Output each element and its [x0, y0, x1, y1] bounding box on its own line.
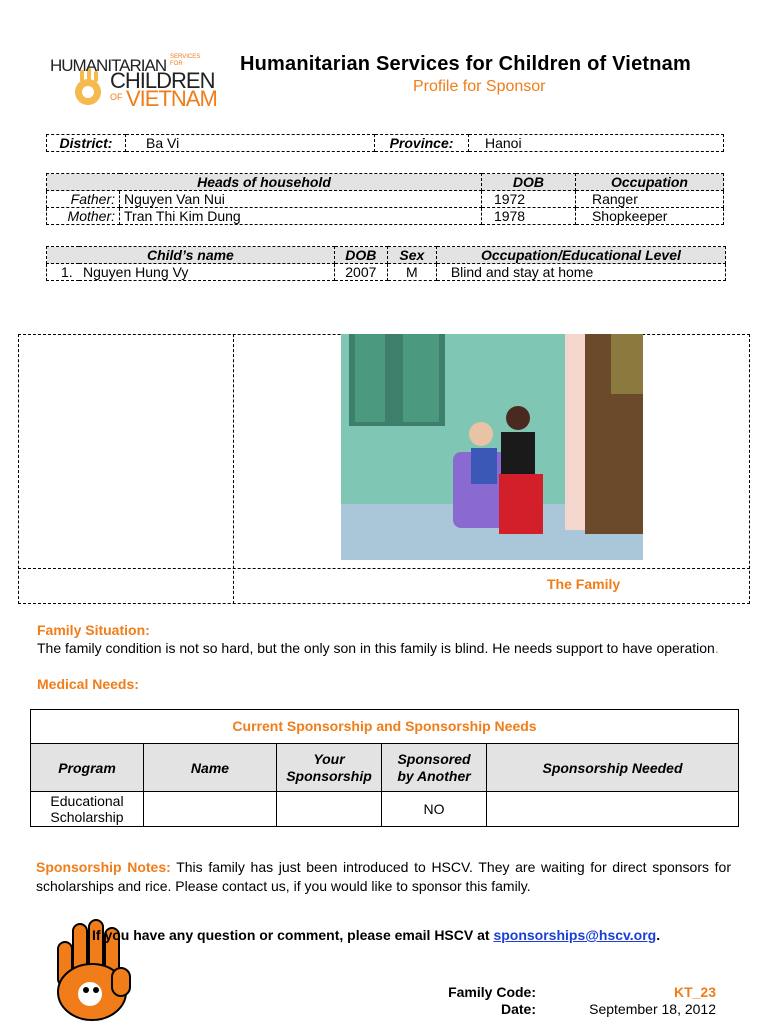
family-code-value: KT_23 — [673, 984, 716, 1000]
photo-caption-divider — [18, 568, 750, 569]
sp-header-another — [382, 744, 487, 792]
logo-line2: CHILDREN — [110, 68, 215, 93]
sp-header-another-1: Sponsored — [397, 750, 471, 767]
sp-header-another-2: by Another — [397, 767, 471, 784]
sp-header-name: Name — [144, 744, 277, 792]
logo-services-for: SERVICES FOR — [170, 54, 201, 67]
table-row — [47, 191, 724, 208]
logo-line3: VIETNAM — [126, 86, 217, 111]
logo-line1: HUMANITARIAN — [50, 56, 167, 75]
org-logo — [48, 48, 226, 114]
child-header-dob: DOB — [334, 247, 387, 264]
child-dob: 2007 — [334, 264, 387, 281]
father-occupation: Ranger — [575, 191, 723, 208]
sp-program-1: Educational — [50, 793, 124, 809]
sp-header-yours — [277, 744, 382, 792]
sponsorship-title-box — [30, 709, 739, 744]
sp-program-2: Scholarship — [50, 809, 124, 825]
logo-of: OF — [110, 92, 123, 102]
household-header-occupation: Occupation — [575, 174, 723, 191]
table-row — [31, 792, 739, 827]
province-label: Province: — [375, 135, 469, 152]
photo-divider — [233, 334, 234, 604]
situation-label: Family Situation: — [37, 622, 150, 638]
family-photo — [341, 334, 643, 560]
sp-needed — [487, 792, 739, 827]
mother-occupation: Shopkeeper — [575, 208, 723, 225]
household-table — [46, 173, 724, 225]
page-title: Humanitarian Services for Children of Vietnam — [240, 53, 691, 75]
medical-needs-label: Medical Needs: — [37, 676, 139, 692]
notes-text: This family has just been introduced to HSCV. They are waiting for direct sponsors for scholarships and rice. Please contact us, if you would like to sponsor this family. — [36, 859, 732, 894]
photo-caption: The Family — [547, 576, 621, 592]
location-table — [46, 134, 724, 152]
child-header-sex: Sex — [387, 247, 436, 264]
contact-end: . — [656, 927, 661, 943]
sp-program — [31, 792, 144, 827]
father-role: Father: — [47, 191, 120, 208]
contact-line — [92, 927, 660, 943]
household-header-dob: DOB — [481, 174, 575, 191]
father-dob: 1972 — [481, 191, 575, 208]
household-header-heads: Heads of household — [47, 174, 482, 191]
district-label: District: — [47, 135, 126, 152]
child-sex: M — [387, 264, 436, 281]
sp-header-yours-2: Sponsorship — [286, 767, 372, 784]
province-value: Hanoi — [469, 135, 724, 152]
date-value: September 18, 2012 — [589, 1001, 716, 1017]
sp-header-yours-1: Your — [313, 750, 345, 767]
situation-body: The family condition is not so hard, but the only son in this family is blind. He needs support to have operation — [37, 640, 715, 656]
page-subtitle: Profile for Sponsor — [413, 78, 546, 95]
children-table — [46, 246, 726, 281]
mother-role: Mother: — [47, 208, 120, 225]
mother-dob: 1978 — [481, 208, 575, 225]
situation-period: . — [714, 640, 719, 656]
sp-name — [144, 792, 277, 827]
sp-yours — [277, 792, 382, 827]
sponsorship-table — [30, 743, 739, 827]
sponsorship-notes — [36, 858, 731, 896]
father-name: Nguyen Van Nui — [120, 191, 482, 208]
table-row — [47, 264, 726, 281]
child-header-level: Occupation/Educational Level — [436, 247, 725, 264]
contact-text: If you have any question or comment, please email HSCV at — [92, 927, 490, 943]
date-label: Date: — [500, 1001, 536, 1017]
notes-label: Sponsorship Notes: — [36, 859, 171, 875]
sponsorship-title: Current Sponsorship and Sponsorship Needs — [232, 718, 537, 734]
table-row — [47, 208, 724, 225]
child-num: 1. — [47, 264, 80, 281]
sp-header-program: Program — [31, 744, 144, 792]
child-level: Blind and stay at home — [436, 264, 725, 281]
mother-name: Tran Thi Kim Dung — [120, 208, 482, 225]
email-link[interactable]: sponsorships@hscv.org — [493, 927, 657, 943]
family-code-label: Family Code: — [448, 984, 536, 1000]
situation-text — [37, 640, 737, 657]
sp-another: NO — [382, 792, 487, 827]
district-value: Ba Vi — [126, 135, 375, 152]
child-name: Nguyen Hung Vy — [79, 264, 334, 281]
child-header-name: Child’s name — [47, 247, 335, 264]
sp-header-needed: Sponsorship Needed — [487, 744, 739, 792]
